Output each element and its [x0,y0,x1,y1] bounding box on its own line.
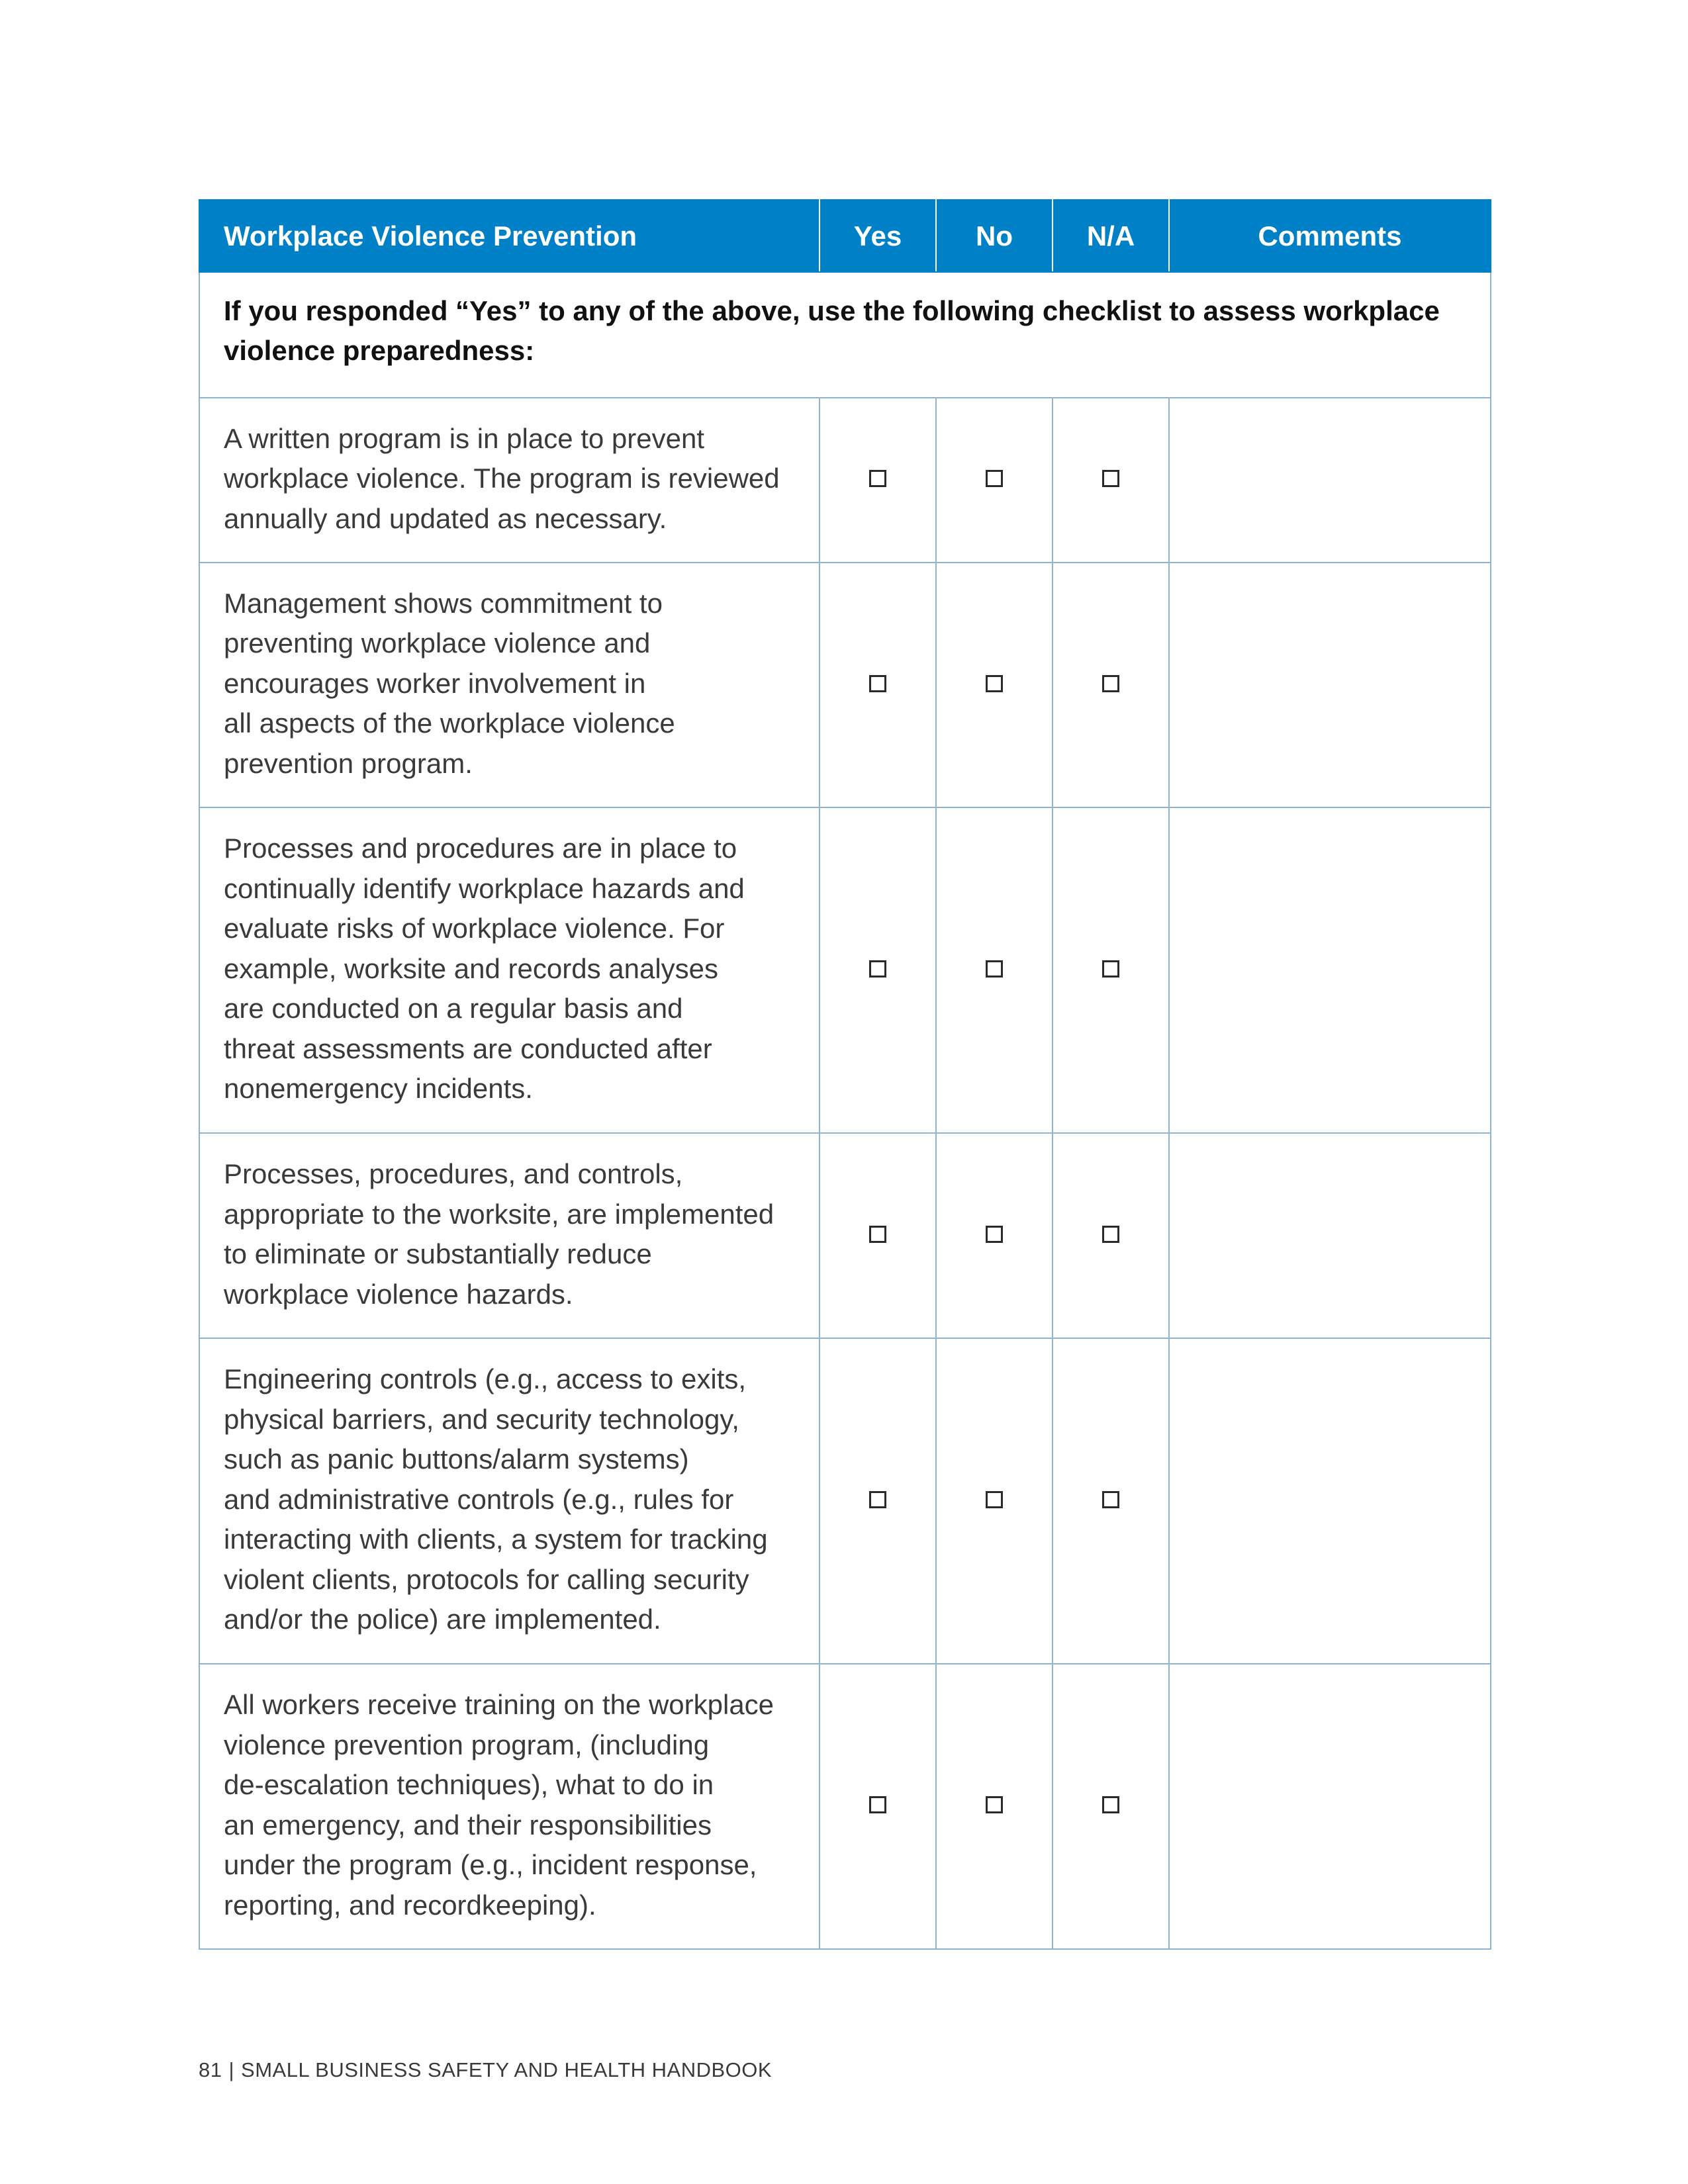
comments-cell[interactable] [1169,1338,1491,1664]
page-footer [199,2058,772,2082]
yes-cell [820,563,936,807]
no-checkbox[interactable] [986,1226,1003,1243]
yes-checkbox[interactable] [869,470,886,487]
comments-cell[interactable] [1169,1664,1491,1949]
no-checkbox[interactable] [986,675,1003,692]
table-row [199,807,1491,1133]
item-text: Processes, procedures, and controls, appropriate to the worksite, are implemented to eliminate or substantially reduce workplace violence hazards. [199,1133,820,1338]
na-checkbox[interactable] [1102,675,1119,692]
na-cell [1053,563,1169,807]
no-cell [936,398,1053,563]
na-cell [1053,1664,1169,1949]
na-checkbox[interactable] [1102,470,1119,487]
header-no: No [936,200,1053,272]
yes-cell [820,807,936,1133]
table-row [199,1664,1491,1949]
item-text: All workers receive training on the workplace violence prevention program, (including de-escalation techniques), what to do in an emergency, and their responsibilities under the program (e.g., incident response, reporting, and recordkeeping). [199,1664,820,1949]
table-header-row [199,200,1491,272]
comments-cell[interactable] [1169,398,1491,563]
header-topic: Workplace Violence Prevention [199,200,820,272]
no-checkbox[interactable] [986,960,1003,978]
na-checkbox[interactable] [1102,960,1119,978]
na-cell [1053,398,1169,563]
footer-separator: | [228,2058,235,2081]
table-row [199,1133,1491,1338]
no-checkbox[interactable] [986,1491,1003,1508]
na-cell [1053,807,1169,1133]
no-cell [936,807,1053,1133]
header-na: N/A [1053,200,1169,272]
na-checkbox[interactable] [1102,1491,1119,1508]
na-checkbox[interactable] [1102,1226,1119,1243]
yes-cell [820,1664,936,1949]
yes-checkbox[interactable] [869,675,886,692]
yes-checkbox[interactable] [869,1491,886,1508]
no-checkbox[interactable] [986,1796,1003,1813]
table-row [199,398,1491,563]
intro-text: If you responded “Yes” to any of the above, use the following checklist to assess workplace violence preparedness: [199,272,1491,398]
yes-checkbox[interactable] [869,1796,886,1813]
intro-row [199,272,1491,398]
na-cell [1053,1338,1169,1664]
comments-cell[interactable] [1169,1133,1491,1338]
yes-cell [820,1133,936,1338]
header-comments: Comments [1169,200,1491,272]
table-row [199,563,1491,807]
no-cell [936,563,1053,807]
no-cell [936,1133,1053,1338]
page-number: 81 [199,2058,222,2081]
yes-cell [820,398,936,563]
item-text: Engineering controls (e.g., access to exits, physical barriers, and security technology, such as panic buttons/alarm systems) and administrative controls (e.g., rules for interacting with clients, a system for tracking violent clients, protocols for calling security and/or the police) are implemented. [199,1338,820,1664]
table-row [199,1338,1491,1664]
no-cell [936,1664,1053,1949]
comments-cell[interactable] [1169,807,1491,1133]
yes-checkbox[interactable] [869,960,886,978]
na-checkbox[interactable] [1102,1796,1119,1813]
comments-cell[interactable] [1169,563,1491,807]
yes-cell [820,1338,936,1664]
item-text: A written program is in place to prevent workplace violence. The program is reviewed annually and updated as necessary. [199,398,820,563]
item-text: Management shows commitment to preventing workplace violence and encourages worker involvement in all aspects of the workplace violence prevention program. [199,563,820,807]
no-checkbox[interactable] [986,470,1003,487]
na-cell [1053,1133,1169,1338]
header-yes: Yes [820,200,936,272]
checklist-table [199,199,1491,1950]
item-text: Processes and procedures are in place to continually identify workplace hazards and evaluate risks of workplace violence. For example, worksite and records analyses are conducted on a regular basis and threat assessments are conducted after nonemergency incidents. [199,807,820,1133]
footer-title: SMALL BUSINESS SAFETY AND HEALTH HANDBOOK [241,2058,773,2081]
yes-checkbox[interactable] [869,1226,886,1243]
no-cell [936,1338,1053,1664]
